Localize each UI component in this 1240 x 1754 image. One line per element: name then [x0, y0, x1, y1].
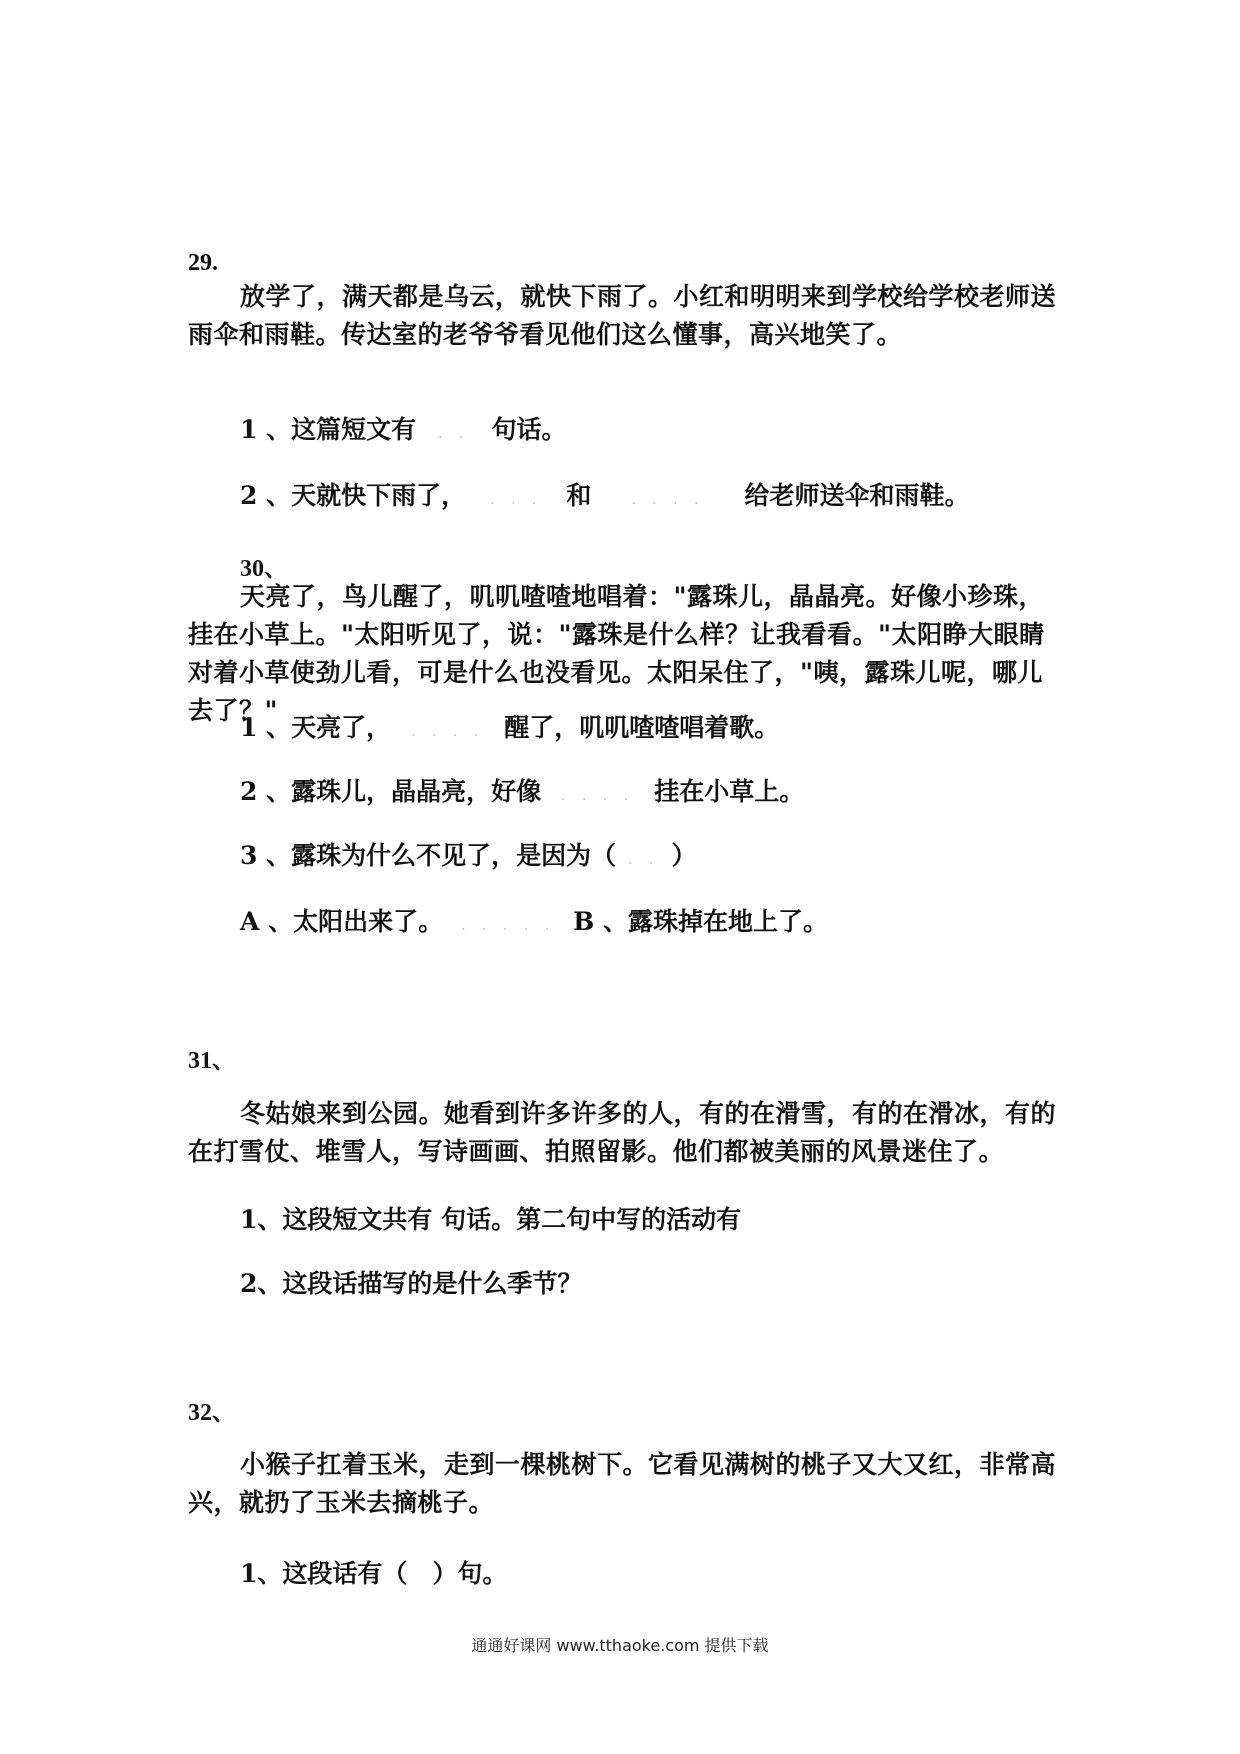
footer-credit: 通通好课网 www.tthaoke.com 提供下载	[471, 1636, 769, 1655]
question-31-number: 31、	[188, 1048, 236, 1074]
q30-item-1-prefix: 1 、天亮了，	[240, 713, 392, 742]
q29-item-2-part-c: 给老师送伞和雨鞋。	[744, 481, 970, 510]
question-29-passage	[188, 278, 1068, 354]
q29-item-1-prefix: 1 、这篇短文有	[240, 415, 417, 444]
question-30-passage-text: 天亮了，鸟儿醒了，叽叽喳喳地唱着："露珠儿，晶晶亮。好像小珍珠，挂在小草上。"太阳听见了，说："露珠是什么样？让我看看。"太阳睁大眼睛对着小草使劲儿看，可是什么也没看见。太阳呆住了，"咦，露珠儿呢，哪儿去了？"	[188, 582, 1045, 725]
q30-item-2-suffix: 挂在小草上。	[654, 777, 805, 806]
q29-item-2-part-a: 2 、天就快下雨了，	[240, 481, 467, 510]
question-32-passage	[188, 1446, 1068, 1522]
question-31-item-2: 2、这段话描写的是什么季节？	[240, 1269, 583, 1298]
question-32-number: 32、	[188, 1400, 236, 1426]
question-29-item-1: 1 、这篇短文有 . . 句话。	[240, 415, 567, 444]
question-31-item-1: 1、这段短文共有 句话。第二句中写的活动有	[240, 1205, 742, 1234]
question-30-item-1: 1 、天亮了， . . . . 醒了，叽叽喳喳唱着歌。	[240, 713, 780, 742]
question-30-number: 30、	[240, 556, 288, 582]
q30-item-3-text: 3 、露珠为什么不见了，是因为（	[240, 841, 617, 870]
q30-option-a: A 、太阳出来了。	[240, 907, 444, 936]
question-30-item-3: 3 、露珠为什么不见了，是因为（ . . ）	[240, 841, 697, 870]
question-29-passage-text: 放学了，满天都是乌云，就快下雨了。小红和明明来到学校给学校老师送雨伞和雨鞋。传达室的老爷爷看见他们这么懂事，高兴地笑了。	[188, 282, 1057, 349]
q30-item-3-close: ）	[671, 841, 697, 870]
question-30-item-2: 2 、露珠儿，晶晶亮，好像 . . . . 挂在小草上。	[240, 777, 805, 806]
question-29-number: 29.	[188, 250, 218, 276]
q30-item-1-suffix: 醒了，叽叽喳喳唱着歌。	[504, 713, 780, 742]
q29-item-2-part-b: 和	[566, 481, 592, 510]
question-32-passage-text: 小猴子扛着玉米，走到一棵桃树下。它看见满树的桃子又大又红，非常高兴，就扔了玉米去摘桃子。	[188, 1450, 1057, 1517]
question-31-passage-text: 冬姑娘来到公园。她看到许多许多的人，有的在滑雪，有的在滑冰，有的在打雪仗、堆雪人，写诗画画、拍照留影。他们都被美丽的风景迷住了。	[188, 1099, 1057, 1166]
q30-option-b: B 、露珠掉在地上了。	[573, 907, 829, 936]
question-31-passage	[188, 1095, 1068, 1171]
question-32-item-1: 1、这段话有（ ）句。	[240, 1559, 508, 1588]
q30-item-2-prefix: 2 、露珠儿，晶晶亮，好像	[240, 777, 542, 806]
question-29-item-2: 2 、天就快下雨了， . . . 和 . . . . 给老师送伞和雨鞋。	[240, 481, 970, 510]
q29-item-1-suffix: 句话。	[491, 415, 567, 444]
question-30-options: A 、太阳出来了。 . . . . . B 、露珠掉在地上了。	[240, 907, 829, 936]
